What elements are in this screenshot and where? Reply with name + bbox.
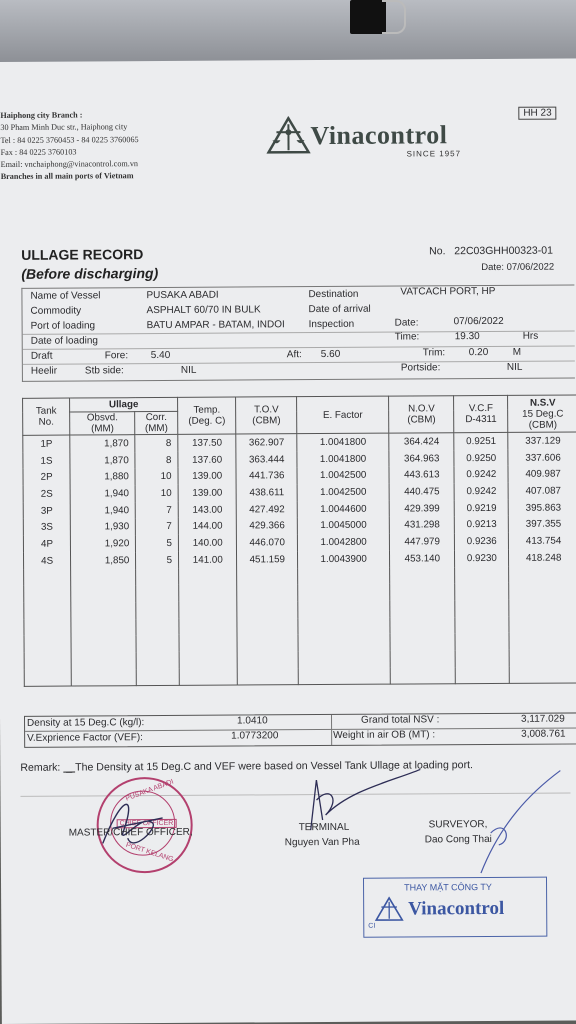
branch-name: Haiphong city Branch :	[0, 110, 83, 120]
ullage-table	[22, 394, 576, 687]
table-cell	[24, 586, 71, 603]
table-cell: 5	[136, 535, 179, 552]
table-cell	[136, 568, 179, 585]
col-header-temp-text: Temp.	[193, 404, 221, 416]
table-cell: 1,870	[70, 452, 135, 469]
table-cell: 143.00	[178, 501, 237, 518]
table-cell: 1.0041800	[297, 433, 389, 451]
col-header-temp	[178, 397, 237, 434]
table-cell: 364.963	[389, 450, 454, 467]
starboard-side-value: NIL	[180, 364, 197, 376]
date-of-loading-label: Date of loading	[30, 335, 99, 347]
table-cell	[71, 585, 136, 602]
table-cell	[237, 634, 298, 651]
table-cell: 418.248	[509, 549, 576, 566]
record-number	[429, 245, 553, 258]
totals-box	[24, 712, 576, 747]
table-cell: 1,850	[71, 552, 136, 569]
master-signature	[92, 783, 202, 864]
table-cell	[390, 650, 455, 667]
table-cell	[238, 668, 299, 686]
table-cell	[390, 633, 455, 650]
record-date: Date: 07/06/2022	[481, 261, 555, 274]
vessel-stamp-top: PUSAKA ABADI	[124, 778, 175, 803]
table-cell: 2P	[23, 469, 70, 486]
inspection-time-label: Time:	[394, 331, 420, 343]
col-header-nov-text: N.O.V	[408, 403, 435, 415]
table-cell: 363.444	[236, 451, 297, 468]
table-cell: 5	[136, 552, 179, 569]
table-cell	[390, 567, 455, 584]
density-value: 1.0410	[236, 715, 268, 727]
document-subtitle: (Before discharging)	[21, 265, 159, 282]
table-cell	[298, 634, 390, 651]
table-cell	[237, 568, 298, 585]
table-cell: 140.00	[178, 535, 237, 552]
table-cell: 2S	[23, 486, 70, 503]
table-cell: 413.754	[509, 533, 576, 550]
table-cell: 0.9250	[454, 450, 508, 467]
col-header-vcf-text: V.C.F	[468, 402, 494, 415]
commodity-label: Commodity	[30, 305, 82, 317]
table-cell: 1.0041800	[297, 450, 389, 467]
table-cell	[456, 666, 510, 684]
table-cell	[136, 618, 179, 635]
surveyor-name: Dao Cong Thai	[424, 833, 492, 846]
terminal-name: Nguyen Van Pha	[284, 836, 360, 849]
destination-label: Destination	[308, 288, 359, 301]
table-cell	[136, 652, 179, 669]
col-header-tank-sub: No.	[38, 416, 54, 428]
table-cell: 3S	[23, 519, 70, 536]
table-cell: 407.087	[508, 483, 576, 500]
table-cell	[237, 601, 298, 618]
port-of-loading-value: BATU AMPAR - BATAM, INDOI	[146, 319, 285, 332]
table-cell: 364.424	[389, 433, 454, 451]
table-cell: 139.00	[178, 485, 237, 502]
table-cell: 409.987	[508, 466, 576, 483]
table-cell: 446.070	[237, 534, 298, 551]
inspection-date-value: 07/06/2022	[453, 315, 504, 328]
table-cell	[179, 601, 238, 618]
table-cell: 443.613	[389, 467, 454, 484]
table-cell	[24, 636, 71, 653]
port-side-label: Portside:	[400, 362, 441, 374]
table-cell	[136, 585, 179, 602]
table-cell	[298, 567, 390, 584]
table-cell: 1,930	[70, 519, 135, 536]
col-header-obsvd-sub: (MM)	[91, 423, 114, 435]
vessel-name-value: PUSAKA ABADI	[146, 289, 219, 302]
branch-note: Branches in all main ports of Vietnam	[0, 171, 134, 182]
record-number-label: No.	[429, 245, 446, 258]
table-cell	[298, 651, 390, 668]
vessel-info-box	[21, 284, 575, 381]
table-cell: 427.492	[237, 501, 298, 518]
col-header-obsvd-text: Obsvd.	[86, 412, 118, 424]
table-cell: 429.399	[389, 500, 454, 517]
density-label: Density at 15 Deg.C (kg/l):	[27, 717, 145, 729]
vessel-name-label: Name of Vessel	[30, 290, 101, 302]
table-cell: 337.129	[508, 432, 576, 450]
col-header-nsv-text: N.S.V	[529, 397, 556, 409]
table-cell: 431.298	[389, 517, 454, 534]
table-cell	[71, 569, 136, 586]
col-header-ullage: Ullage	[70, 397, 178, 412]
table-cell: 447.979	[390, 533, 455, 550]
table-cell	[298, 667, 390, 685]
vessel-stamp-bottom: PORT KELANG	[124, 841, 175, 864]
table-cell	[71, 652, 136, 669]
vef-value: 1.0773200	[231, 730, 279, 742]
record-number-value: 22C03GHH00323-01	[454, 244, 553, 258]
port-side-value: NIL	[506, 361, 523, 373]
table-cell: 362.907	[236, 434, 297, 452]
destination-value: VATCACH PORT, HP	[400, 285, 496, 298]
table-cell	[179, 568, 238, 585]
weight-label: Weight in air OB (MT) :	[333, 729, 436, 741]
port-of-loading-label: Port of loading	[30, 320, 96, 332]
table-cell: 0.9219	[455, 500, 509, 517]
vef-label: V.Exprience Factor (VEF):	[27, 732, 143, 744]
table-row	[24, 666, 576, 687]
starboard-side-label: Stb side:	[84, 365, 124, 377]
table-cell	[179, 668, 238, 686]
document-title: ULLAGE RECORD	[21, 246, 144, 263]
col-header-tov-text: T.O.V	[254, 404, 279, 416]
table-cell: 10	[135, 468, 178, 485]
draft-label: Draft	[30, 350, 53, 362]
table-cell: 397.355	[509, 516, 576, 533]
table-cell	[24, 569, 71, 586]
col-header-vcf	[454, 395, 508, 432]
col-header-nov-sub: (CBM)	[407, 414, 436, 426]
table-cell	[509, 599, 576, 616]
table-cell	[179, 585, 238, 602]
table-cell: 438.611	[237, 484, 298, 501]
table-cell	[24, 652, 71, 669]
table-cell	[238, 651, 299, 668]
brand-name: Vinacontrol	[310, 120, 448, 151]
table-cell: 451.159	[237, 551, 298, 568]
table-cell	[136, 635, 179, 652]
table-cell	[455, 583, 509, 600]
table-cell: 0.9251	[454, 432, 508, 450]
table-cell	[24, 619, 71, 636]
col-header-nsv	[508, 395, 576, 432]
remark-text: The Density at 15 Deg.C and VEF were based on Vessel Tank Ullage at loading port.	[75, 759, 473, 774]
table-cell	[509, 649, 576, 666]
col-header-obsvd	[70, 412, 135, 435]
grand-total-nsv-label: Grand total NSV :	[360, 714, 440, 726]
stamp-company-line: THAY MẶT CÔNG TY	[404, 881, 492, 893]
table-cell: 337.606	[508, 449, 576, 466]
table-cell: 0.9213	[455, 516, 509, 533]
commodity-value: ASPHALT 60/70 IN BULK	[146, 304, 261, 317]
table-cell	[509, 633, 576, 650]
table-cell	[136, 602, 179, 619]
table-cell	[24, 669, 71, 686]
master-signatory: MASTER/CHIEF OFFICER,	[68, 826, 193, 839]
branch-address-block	[0, 109, 139, 184]
inspection-time-unit: Hrs	[522, 330, 539, 342]
col-header-tov-sub: (CBM)	[252, 415, 281, 427]
col-header-temp-sub: (Deg. C)	[188, 415, 226, 427]
col-header-nsv-unit: (CBM)	[528, 419, 558, 431]
table-cell: 1P	[23, 435, 70, 452]
table-cell	[455, 633, 509, 650]
table-cell	[455, 566, 509, 583]
table-cell: 4P	[23, 536, 70, 553]
table-cell: 137.60	[178, 451, 237, 468]
table-cell: 1.0042800	[297, 534, 389, 551]
inspection-date-label: Date:	[394, 317, 419, 329]
trim-label: Trim:	[422, 347, 446, 359]
table-cell: 1,940	[70, 502, 135, 519]
table-cell: 7	[136, 502, 179, 519]
remark: Remark: _ The Density at 15 Deg.C and VEF were based on Vessel Tank Ullage at loading port.	[20, 759, 473, 774]
terminal-signatory: TERMINAL	[298, 821, 350, 834]
aft-value: 5.60	[320, 348, 341, 361]
table-cell	[298, 617, 390, 634]
table-cell	[179, 635, 238, 652]
aft-label: Aft:	[286, 349, 302, 361]
heel-label: Heelir	[30, 365, 58, 377]
brand-since: SINCE 1957	[406, 149, 462, 159]
stamp-brand	[374, 896, 504, 923]
branch-fax: Fax : 84 0225 3760103	[0, 147, 77, 157]
table-cell: 4S	[23, 552, 70, 569]
table-cell: 1.0042500	[297, 484, 389, 501]
col-header-vcf-sub: D-4311	[465, 413, 497, 426]
table-cell	[71, 602, 136, 619]
stamp-brand-name: Vinacontrol	[408, 897, 505, 920]
table-cell: 0.9230	[455, 550, 509, 567]
table-cell	[455, 616, 509, 633]
table-cell: 8	[135, 434, 178, 451]
table-cell: 441.736	[236, 468, 297, 485]
date-of-arrival-label: Date of arrival	[308, 303, 371, 316]
col-header-nov	[389, 396, 454, 433]
table-cell	[455, 650, 509, 667]
branch-address: 30 Pham Minh Duc str., Haiphong city	[0, 122, 128, 133]
table-cell	[390, 600, 455, 617]
table-cell: 0.9242	[454, 483, 508, 500]
divider	[331, 715, 332, 745]
table-cell	[237, 618, 298, 635]
vinacontrol-stamp	[363, 877, 547, 938]
remark-label: Remark:	[20, 761, 61, 774]
grand-total-nsv-value: 3,117.029	[520, 713, 565, 725]
fore-label: Fore:	[104, 350, 129, 362]
table-cell	[237, 584, 298, 601]
table-cell: 1.0043900	[298, 550, 390, 567]
table-cell: 141.00	[179, 551, 238, 568]
trim-value: 0.20	[468, 346, 489, 359]
table-cell	[179, 651, 238, 668]
table-cell: 453.140	[390, 550, 455, 567]
col-header-corr	[135, 411, 178, 434]
table-cell	[24, 602, 71, 619]
table-cell: 144.00	[178, 518, 237, 535]
table-cell	[509, 566, 576, 583]
table-cell	[455, 600, 509, 617]
table-cell	[71, 635, 136, 652]
trim-unit: M	[512, 346, 522, 358]
inspection-time-value: 19.30	[454, 331, 480, 343]
scales-logo-icon	[266, 116, 310, 156]
col-header-corr-text: Corr.	[145, 411, 167, 424]
col-header-nsv-sub: 15 Deg.C	[522, 408, 564, 420]
table-cell	[298, 584, 390, 601]
table-cell	[137, 669, 180, 686]
table-cell: 1,920	[71, 535, 136, 552]
document-title-block	[21, 245, 158, 284]
table-cell: 1,880	[70, 469, 135, 486]
table-cell: 0.9236	[455, 533, 509, 550]
table-cell: 1.0044600	[297, 500, 389, 517]
table-cell	[509, 583, 576, 600]
table-cell	[71, 669, 136, 687]
table-cell: 395.863	[508, 499, 576, 516]
table-cell	[179, 618, 238, 635]
table-cell: 429.366	[237, 518, 298, 535]
inspection-label: Inspection	[308, 318, 355, 331]
branch-tel: Tel : 84 0225 3760453 - 84 0225 3760065	[0, 134, 139, 145]
fore-value: 5.40	[150, 349, 171, 362]
stamp-scales-icon	[374, 897, 404, 923]
table-cell	[71, 619, 136, 636]
form-code-badge: HH 23	[518, 107, 556, 120]
table-cell: 10	[135, 485, 178, 502]
table-cell: 7	[136, 518, 179, 535]
table-cell	[390, 583, 455, 600]
table-cell	[390, 617, 455, 634]
table-cell	[298, 600, 390, 617]
table-cell	[509, 616, 576, 633]
branch-email: Email: vnchaiphong@vinacontrol.com.vn	[0, 159, 139, 170]
col-header-corr-sub: (MM)	[144, 422, 168, 435]
ullage-record-document	[0, 58, 576, 1024]
table-cell	[509, 666, 576, 684]
table-cell	[390, 667, 455, 685]
ullage-table-body	[23, 432, 576, 687]
divider	[23, 330, 575, 334]
binder-clip-wire	[382, 0, 406, 34]
weight-value: 3,008.761	[521, 728, 566, 740]
table-cell: 139.00	[178, 468, 237, 485]
table-cell: 1S	[23, 452, 70, 469]
desk-background	[0, 0, 576, 62]
vessel-stamp-mid: CHIEF OFFICER	[117, 819, 177, 828]
surveyor-signatory: SURVEYOR,	[428, 819, 488, 831]
table-cell: 1.0042500	[297, 467, 389, 484]
stamp-code: CI	[368, 922, 376, 930]
table-cell: 8	[135, 452, 178, 469]
table-cell: 440.475	[389, 483, 454, 500]
col-header-tank	[23, 398, 70, 435]
col-header-tank-text: Tank	[35, 405, 57, 417]
binder-clip	[350, 0, 386, 34]
col-header-efactor: E. Factor	[297, 396, 389, 434]
table-cell: 3P	[23, 502, 70, 519]
table-cell: 0.9242	[454, 466, 508, 483]
table-cell: 1,870	[70, 435, 135, 453]
col-header-tov	[236, 397, 297, 434]
table-cell: 137.50	[178, 434, 237, 452]
table-cell: 1,940	[70, 485, 135, 502]
table-cell: 1.0045000	[297, 517, 389, 534]
